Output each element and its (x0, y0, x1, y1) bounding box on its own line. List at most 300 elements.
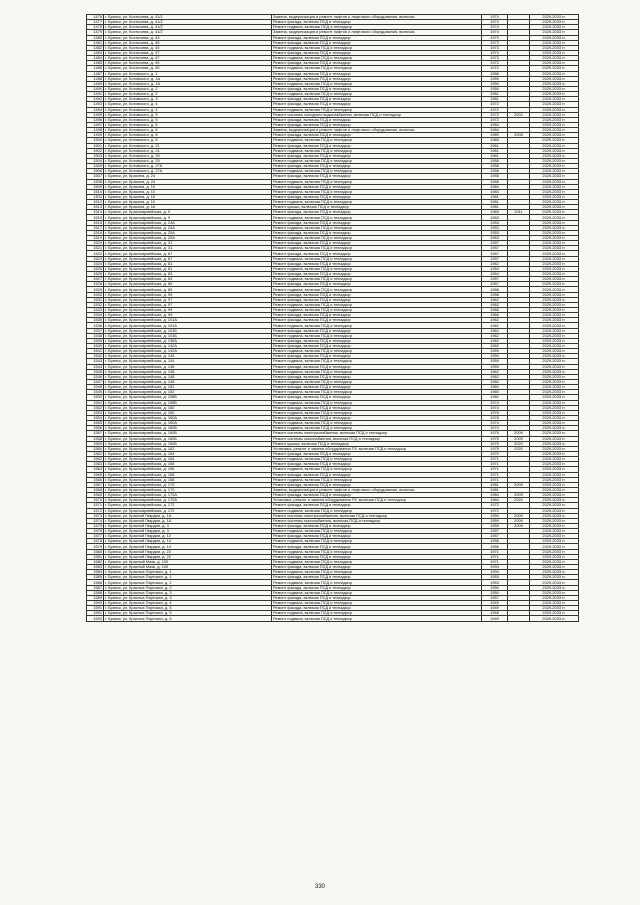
cell-year: 1961 (482, 148, 508, 153)
cell-work: Ремонт подвала, включая ПСД и технадзор (272, 333, 482, 338)
cell-work: Ремонт подвала, включая ПСД и технадзор (272, 580, 482, 585)
cell-n: 1587 (87, 585, 104, 590)
cell-period: 2029-2033 гг. (530, 107, 579, 112)
cell-n: 1584 (87, 570, 104, 575)
cell-year: 1959 (482, 86, 508, 91)
cell-addr: г. Брянск, ул. Красноармейская, д. 148 (104, 374, 272, 379)
cell-addr: г. Брянск, ул. Красноармейская, д. 172 (104, 508, 272, 513)
cell-work: Ремонт фасада, включая ПСД и технадзор (272, 472, 482, 477)
cell-addr: г. Брянск, ул. Котовского, д. 21 (104, 148, 272, 153)
cell-n: 1557 (87, 431, 104, 436)
cell-n: 1565 (87, 472, 104, 477)
cell-n: 1524 (87, 261, 104, 266)
cell-year: 1981 (482, 205, 508, 210)
cell-work: Ремонт подвала, включая ПСД и технадзор (272, 410, 482, 415)
cell-n: 1542 (87, 354, 104, 359)
cell-year: 1959 (482, 81, 508, 86)
cell-n: 1499 (87, 133, 104, 138)
cell-period: 2029-2033 гг. (530, 297, 579, 302)
cell-work: Ремонт подвала, включая ПСД и технадзор (272, 323, 482, 328)
cell-year: 1978 (482, 410, 508, 415)
cell-addr: г. Брянск, ул. Красноармейская, д. 158Б (104, 400, 272, 405)
cell-period: 2029-2033 гг. (530, 462, 579, 467)
cell-period: 2029-2033 гг. (530, 606, 579, 611)
cell-n: 1489 (87, 81, 104, 86)
cell-work: Ремонт фасада, включая ПСД и технадзор (272, 482, 482, 487)
cell-work: Ремонт фасада, включая ПСД и технадзор (272, 86, 482, 91)
cell-year: 1962 (482, 302, 508, 307)
cell-addr: г. Брянск, ул. Красноармейская, д. 170 (104, 487, 272, 492)
cell-work: Установка, ремонт и замена оборудования ПУ, включая ПСД и технадзор (272, 446, 482, 451)
cell-addr: г. Брянск, ул. Костычева, д. 45 (104, 40, 272, 45)
cell-work: Ремонт подвала, включая ПСД и технадзор (272, 92, 482, 97)
cell-addr: г. Брянск, ул. Костычева, д. 49 (104, 66, 272, 71)
cell-period: 2029-2033 гг. (530, 611, 579, 616)
cell-addr: г. Брянск, ул. Красина, д. 10 (104, 189, 272, 194)
cell-n: 1547 (87, 379, 104, 384)
cell-year: 1973 (482, 56, 508, 61)
cell-addr: г. Брянск, ул. Красноармейская, д. 168 (104, 477, 272, 482)
cell-year: 1963 (482, 236, 508, 241)
cell-addr: г. Брянск, ул. Красноармейская, д. 170 (104, 482, 272, 487)
cell-period: 2029-2033 гг. (530, 133, 579, 138)
cell-y2: 2020 (508, 441, 530, 446)
cell-period: 2029-2033 гг. (530, 30, 579, 35)
cell-year: 1966 (482, 308, 508, 313)
cell-period: 2029-2033 гг. (530, 523, 579, 528)
cell-year: 1970 (482, 451, 508, 456)
cell-year: 1994 (482, 565, 508, 570)
cell-year: 1959 (482, 518, 508, 523)
cell-n: 1549 (87, 390, 104, 395)
cell-work: Ремонт фасада, включая ПСД и технадзор (272, 462, 482, 467)
cell-period: 2029-2033 гг. (530, 169, 579, 174)
cell-addr: г. Брянск, ул. Костычева, д. 41/2 (104, 25, 272, 30)
cell-n: 1574 (87, 518, 104, 523)
cell-work: Ремонт системы электроснабжения, включая ПСД и технадзор (272, 431, 482, 436)
cell-n: 1568 (87, 487, 104, 492)
cell-year: 1974 (482, 400, 508, 405)
cell-period: 2029-2033 гг. (530, 230, 579, 235)
cell-addr: г. Брянск, ул. Красноармейская, д. 142А (104, 344, 272, 349)
cell-work: Ремонт фасада, включая ПСД и технадзор (272, 61, 482, 66)
cell-n: 1551 (87, 400, 104, 405)
cell-year: 1974 (482, 25, 508, 30)
cell-n: 1569 (87, 493, 104, 498)
cell-period: 2029-2033 гг. (530, 61, 579, 66)
cell-addr: г. Брянск, ул. Красина, д. 24 (104, 179, 272, 184)
cell-addr: г. Брянск, ул. Красной Гвардии, д. 14 (104, 539, 272, 544)
cell-addr: г. Брянск, ул. Красина, д. 10 (104, 184, 272, 189)
cell-work: Ремонт фасада, включая ПСД и технадзор (272, 338, 482, 343)
cell-n: 1553 (87, 410, 104, 415)
cell-work: Ремонт фасада, включая ПСД и технадзор (272, 71, 482, 76)
cell-addr: г. Брянск, ул. Красноармейская, д. 146 (104, 369, 272, 374)
cell-year: 1971 (482, 467, 508, 472)
cell-period: 2029-2033 гг. (530, 153, 579, 158)
cell-year: 1994 (482, 570, 508, 575)
cell-period: 2029-2033 гг. (530, 102, 579, 107)
cell-addr: г. Брянск, ул. Красный Маяк, д. 100 (104, 559, 272, 564)
cell-addr: г. Брянск, ул. Красноармейская, д. 24А (104, 220, 272, 225)
cell-n: 1495 (87, 112, 104, 117)
cell-n: 1506 (87, 169, 104, 174)
cell-n: 1578 (87, 539, 104, 544)
cell-year: 1972 (482, 107, 508, 112)
cell-period: 2029-2033 гг. (530, 148, 579, 153)
cell-n: 1579 (87, 544, 104, 549)
cell-period: 2029-2033 гг. (530, 570, 579, 575)
cell-year: 1981 (482, 200, 508, 205)
cell-year: 1974 (482, 15, 508, 20)
cell-n: 1519 (87, 236, 104, 241)
cell-period: 2029-2033 гг. (530, 25, 579, 30)
cell-period: 2029-2033 гг. (530, 344, 579, 349)
cell-n: 1488 (87, 76, 104, 81)
cell-addr: г. Брянск, ул. Красноармейская, д. 148 (104, 379, 272, 384)
cell-period: 2029-2033 гг. (530, 503, 579, 508)
cell-n: 1560 (87, 446, 104, 451)
cell-work: Ремонт фасада, включая ПСД и технадзор (272, 523, 482, 528)
cell-year: 1954 (482, 272, 508, 277)
cell-year: 1959 (482, 76, 508, 81)
cell-work: Ремонт фасада, включая ПСД и технадзор (272, 184, 482, 189)
cell-year: 1972 (482, 508, 508, 513)
cell-period: 2029-2033 гг. (530, 236, 579, 241)
cell-n: 1504 (87, 158, 104, 163)
cell-year: 1962 (482, 338, 508, 343)
cell-work: Ремонт фасада, включая ПСД и технадзор (272, 153, 482, 158)
cell-addr: г. Брянск, ул. Красноармейская, д. 67 (104, 251, 272, 256)
cell-period: 2029-2033 гг. (530, 349, 579, 354)
cell-addr: г. Брянск, ул. Котовского, д. 1А (104, 76, 272, 81)
cell-work: Ремонт фасада, включая ПСД и технадзор (272, 554, 482, 559)
cell-work: Ремонт фасада, включая ПСД и технадзор (272, 503, 482, 508)
cell-period: 2029-2033 гг. (530, 246, 579, 251)
cell-addr: г. Брянск, ул. Красноармейская, д. 89 (104, 282, 272, 287)
cell-year: 1954 (482, 266, 508, 271)
cell-addr: г. Брянск, ул. Красноармейская, д. 144 (104, 354, 272, 359)
cell-period: 2029-2033 гг. (530, 426, 579, 431)
cell-n: 1526 (87, 272, 104, 277)
cell-n: 1521 (87, 246, 104, 251)
cell-work: Ремонт фасада, включая ПСД и технадзор (272, 261, 482, 266)
cell-n: 1585 (87, 575, 104, 580)
cell-period: 2029-2033 гг. (530, 251, 579, 256)
cell-period: 2029-2033 гг. (530, 585, 579, 590)
cell-work: Ремонт фасада, включая ПСД и технадзор (272, 20, 482, 25)
cell-work: Ремонт подвала, включая ПСД и технадзор (272, 611, 482, 616)
cell-n: 1562 (87, 457, 104, 462)
cell-work: Ремонт фасада, включая ПСД и технадзор (272, 292, 482, 297)
cell-period: 2029-2033 гг. (530, 256, 579, 261)
cell-n: 1540 (87, 344, 104, 349)
cell-work: Ремонт системы электроснабжения, включая ПСД и технадзор (272, 513, 482, 518)
cell-n: 1500 (87, 138, 104, 143)
cell-year: 1958 (482, 179, 508, 184)
cell-year: 1984 (482, 122, 508, 127)
table-row (87, 616, 579, 621)
cell-period: 2029-2033 гг. (530, 385, 579, 390)
cell-y2: 2009 (508, 513, 530, 518)
cell-y2 (508, 616, 530, 621)
cell-period: 2029-2033 гг. (530, 451, 579, 456)
cell-work: Ремонт подвала, включая ПСД и технадзор (272, 215, 482, 220)
cell-period: 2029-2033 гг. (530, 436, 579, 441)
cell-period: 2029-2033 гг. (530, 374, 579, 379)
cell-addr: г. Брянск, ул. Красной Гвардии, д. 3 (104, 529, 272, 534)
cell-year: 1962 (482, 369, 508, 374)
cell-year: 1959 (482, 364, 508, 369)
cell-work: Ремонт подвала, включая ПСД и технадзор (272, 508, 482, 513)
cell-year: 1975 (482, 441, 508, 446)
cell-year: 1953 (482, 580, 508, 585)
cell-addr: г. Брянск, ул. Красных Партизан, д. 5 (104, 616, 272, 621)
cell-year: 1956 (482, 539, 508, 544)
cell-n: 1548 (87, 385, 104, 390)
cell-period: 2029-2033 гг. (530, 97, 579, 102)
cell-addr: г. Брянск, ул. Красноармейская, д. 9 (104, 210, 272, 215)
cell-work: Ремонт фасада, включая ПСД и технадзор (272, 595, 482, 600)
cell-work: Ремонт крыши, включая ПСД и технадзор (272, 205, 482, 210)
cell-period: 2029-2033 гг. (530, 354, 579, 359)
cell-period: 2029-2033 гг. (530, 158, 579, 163)
cell-work: Ремонт подвала, включая ПСД и технадзор (272, 236, 482, 241)
cell-n: 1583 (87, 565, 104, 570)
cell-work: Ремонт подвала, включая ПСД и технадзор (272, 302, 482, 307)
cell-addr: г. Брянск, ул. Красноармейская, д. 97 (104, 297, 272, 302)
cell-n: 1552 (87, 405, 104, 410)
cell-addr: г. Брянск, ул. Красноармейская, д. 99 (104, 313, 272, 318)
cell-addr: г. Брянск, ул. Красноармейская, д. 170А (104, 498, 272, 503)
cell-year: 1966 (482, 313, 508, 318)
cell-n: 1483 (87, 50, 104, 55)
cell-period: 2029-2033 гг. (530, 616, 579, 621)
cell-n: 1590 (87, 601, 104, 606)
cell-year: 1950 (482, 590, 508, 595)
cell-year: 1974 (482, 426, 508, 431)
cell-n: 1508 (87, 179, 104, 184)
cell-work: Замена, модернизация и ремонт лифтов и лифтового оборудования, включая (272, 30, 482, 35)
cell-addr: г. Брянск, ул. Красной Гвардии, д. 1А (104, 513, 272, 518)
cell-work: Ремонт фасада, включая ПСД и технадзор (272, 122, 482, 127)
cell-work: Ремонт системы газоснабжения, включая ПСД и технадзор (272, 436, 482, 441)
repair-schedule-table (86, 14, 579, 622)
cell-year: 1962 (482, 297, 508, 302)
cell-work: Ремонт фасада, включая ПСД и технадзор (272, 117, 482, 122)
cell-n: 1512 (87, 200, 104, 205)
cell-addr: г. Брянск, ул. Красноармейская, д. 31 (104, 241, 272, 246)
cell-period: 2029-2033 гг. (530, 472, 579, 477)
cell-n: 1503 (87, 153, 104, 158)
cell-work: Замена, модернизация и ремонт лифтов и лифтового оборудования, включая (272, 128, 482, 133)
cell-period: 2029-2033 гг. (530, 220, 579, 225)
cell-y2: 2002 (508, 112, 530, 117)
cell-addr: г. Брянск, ул. Красноармейская, д. 168 (104, 472, 272, 477)
cell-n: 1591 (87, 606, 104, 611)
cell-addr: г. Брянск, ул. Красноармейская, д. 152 (104, 385, 272, 390)
cell-addr: г. Брянск, ул. Котовского, д. 6 (104, 128, 272, 133)
cell-addr: г. Брянск, ул. Красноармейская, д. 160Б (104, 426, 272, 431)
cell-n: 1525 (87, 266, 104, 271)
cell-addr: г. Брянск, ул. Красноармейская, д. 101А (104, 318, 272, 323)
cell-work: Ремонт подвала, включая ПСД и технадзор (272, 189, 482, 194)
cell-year: 1949 (482, 601, 508, 606)
cell-year: 1974 (482, 30, 508, 35)
cell-n: 1479 (87, 30, 104, 35)
cell-period: 2029-2033 гг. (530, 143, 579, 148)
cell-work: Ремонт подвала, включая ПСД и технадзор (272, 467, 482, 472)
cell-work: Ремонт фасада, включая ПСД и технадзор (272, 143, 482, 148)
cell-n: 1555 (87, 421, 104, 426)
cell-work: Ремонт фасада, включая ПСД и технадзор (272, 133, 482, 138)
cell-work: Ремонт подвала, включая ПСД и технадзор (272, 549, 482, 554)
page-number: 330 (314, 884, 325, 890)
cell-n: 1486 (87, 66, 104, 71)
cell-n: 1490 (87, 86, 104, 91)
cell-period: 2029-2033 гг. (530, 534, 579, 539)
cell-period: 2029-2033 гг. (530, 415, 579, 420)
cell-addr: г. Брянск, ул. Красноармейская, д. 152 (104, 390, 272, 395)
cell-year: 1972 (482, 66, 508, 71)
cell-year: 1953 (482, 230, 508, 235)
cell-year: 1972 (482, 117, 508, 122)
cell-addr: г. Брянск, ул. Красной Гвардии, д. 12 (104, 534, 272, 539)
cell-n: 1554 (87, 415, 104, 420)
cell-addr: г. Брянск, ул. Котовского, д. 8 (104, 133, 272, 138)
cell-work: Ремонт подвала, включая ПСД и технадзор (272, 308, 482, 313)
cell-n: 1586 (87, 580, 104, 585)
cell-addr: г. Брянск, ул. Красноармейская, д. 160А (104, 421, 272, 426)
cell-work: Ремонт подвала, включая ПСД и технадзор (272, 107, 482, 112)
cell-work: Ремонт фасада, включая ПСД и технадзор (272, 97, 482, 102)
cell-addr: г. Брянск, ул. Красных Партизан, д. 1 (104, 575, 272, 580)
cell-work: Ремонт фасада, включая ПСД и технадзор (272, 354, 482, 359)
cell-n: 1570 (87, 498, 104, 503)
cell-year: 1961 (482, 92, 508, 97)
cell-year: 1962 (482, 374, 508, 379)
cell-work: Ремонт подвала, включая ПСД и технадзор (272, 169, 482, 174)
cell-addr: г. Брянск, ул. Красноармейская, д. 101Б (104, 333, 272, 338)
cell-addr: г. Брянск, ул. Красноармейская, д. 162 (104, 446, 272, 451)
cell-n: 1493 (87, 102, 104, 107)
cell-n: 1530 (87, 292, 104, 297)
cell-year: 1972 (482, 102, 508, 107)
cell-period: 2029-2033 гг. (530, 15, 579, 20)
cell-addr: г. Брянск, ул. Котовского, д. 25 (104, 153, 272, 158)
cell-addr: г. Брянск, ул. Красноармейская, д. 81 (104, 266, 272, 271)
cell-addr: г. Брянск, ул. Красина, д. 10 (104, 200, 272, 205)
cell-work: Ремонт подвала, включая ПСД и технадзор (272, 66, 482, 71)
cell-year: 1948 (482, 611, 508, 616)
cell-y2: 2009 (508, 431, 530, 436)
cell-n: 1564 (87, 467, 104, 472)
cell-period: 2029-2033 гг. (530, 277, 579, 282)
cell-n: 1487 (87, 71, 104, 76)
cell-year: 1958 (482, 174, 508, 179)
cell-year: 1989 (482, 133, 508, 138)
cell-n: 1571 (87, 503, 104, 508)
cell-addr: г. Брянск, ул. Красноармейская, д. 83 (104, 272, 272, 277)
cell-addr: г. Брянск, ул. Котовского, д. 3 (104, 97, 272, 102)
cell-n: 1563 (87, 462, 104, 467)
cell-n: 1520 (87, 241, 104, 246)
cell-addr: г. Брянск, ул. Котовского, д. 5 (104, 117, 272, 122)
cell-year: 1971 (482, 549, 508, 554)
cell-year: 1961 (482, 143, 508, 148)
cell-period: 2029-2033 гг. (530, 302, 579, 307)
cell-addr: г. Брянск, ул. Котовского, д. 6 (104, 122, 272, 127)
cell-addr: г. Брянск, ул. Костычева, д. 49 (104, 61, 272, 66)
cell-n: 1589 (87, 595, 104, 600)
cell-work: Ремонт фасада, включая ПСД и технадзор (272, 210, 482, 215)
cell-period: 2029-2033 гг. (530, 86, 579, 91)
cell-year: 1971 (482, 457, 508, 462)
cell-work: Ремонт фасада, включая ПСД и технадзор (272, 164, 482, 169)
cell-n: 1544 (87, 364, 104, 369)
cell-work: Ремонт подвала, включая ПСД и технадзор (272, 539, 482, 544)
cell-work: Ремонт фасада, включая ПСД и технадзор (272, 585, 482, 590)
cell-work: Ремонт фасада, включая ПСД и технадзор (272, 328, 482, 333)
cell-period: 2029-2033 гг. (530, 128, 579, 133)
cell-work: Ремонт подвала, включая ПСД и технадзор (272, 287, 482, 292)
cell-n: 1485 (87, 61, 104, 66)
cell-n: 1561 (87, 451, 104, 456)
cell-period: 2029-2033 гг. (530, 313, 579, 318)
cell-year: 1973 (482, 35, 508, 40)
cell-year: 1959 (482, 349, 508, 354)
cell-n: 1510 (87, 189, 104, 194)
table-body (87, 15, 579, 622)
cell-addr: г. Брянск, ул. Красноармейская, д. 31 (104, 246, 272, 251)
cell-year: 1984 (482, 189, 508, 194)
cell-period: 2029-2033 гг. (530, 56, 579, 61)
cell-period: 2029-2033 гг. (530, 76, 579, 81)
cell-n: 1514 (87, 210, 104, 215)
cell-y2: 2011 (508, 210, 530, 215)
cell-n: 1576 (87, 529, 104, 534)
cell-n: 1588 (87, 590, 104, 595)
cell-work: Ремонт фасада, включая ПСД и технадзор (272, 544, 482, 549)
cell-work: Ремонт подвала, включая ПСД и технадзор (272, 56, 482, 61)
cell-y2: 2020 (508, 446, 530, 451)
cell-n: 1558 (87, 436, 104, 441)
cell-addr: г. Брянск, ул. Котовского, д. 1А (104, 81, 272, 86)
cell-addr: г. Брянск, ул. Красноармейская, д. 25А (104, 236, 272, 241)
cell-n: 1543 (87, 359, 104, 364)
cell-year: 1949 (482, 616, 508, 621)
cell-addr: г. Брянск, ул. Котовского, д. 2 (104, 86, 272, 91)
cell-addr: г. Брянск, ул. Костычева, д. 47 (104, 50, 272, 55)
cell-work: Ремонт фасада, включая ПСД и технадзор (272, 565, 482, 570)
cell-work: Ремонт фасада, включая ПСД и технадзор (272, 606, 482, 611)
cell-n: 1534 (87, 313, 104, 318)
cell-n: 1539 (87, 338, 104, 343)
cell-period: 2029-2033 гг. (530, 174, 579, 179)
cell-addr: г. Брянск, ул. Костычева, д. 43 (104, 35, 272, 40)
cell-period: 2029-2033 гг. (530, 71, 579, 76)
cell-period: 2029-2033 гг. (530, 318, 579, 323)
cell-period: 2029-2033 гг. (530, 477, 579, 482)
cell-work: Ремонт подвала, включая ПСД и технадзор (272, 426, 482, 431)
cell-addr: г. Брянск, ул. Котовского, д. 4 (104, 107, 272, 112)
cell-addr: г. Брянск, ул. Красноармейская, д. 158Б (104, 395, 272, 400)
cell-n: 1484 (87, 56, 104, 61)
cell-year: 1982 (482, 395, 508, 400)
cell-period: 2029-2033 гг. (530, 200, 579, 205)
cell-year: 1960 (482, 385, 508, 390)
cell-period: 2029-2033 гг. (530, 549, 579, 554)
